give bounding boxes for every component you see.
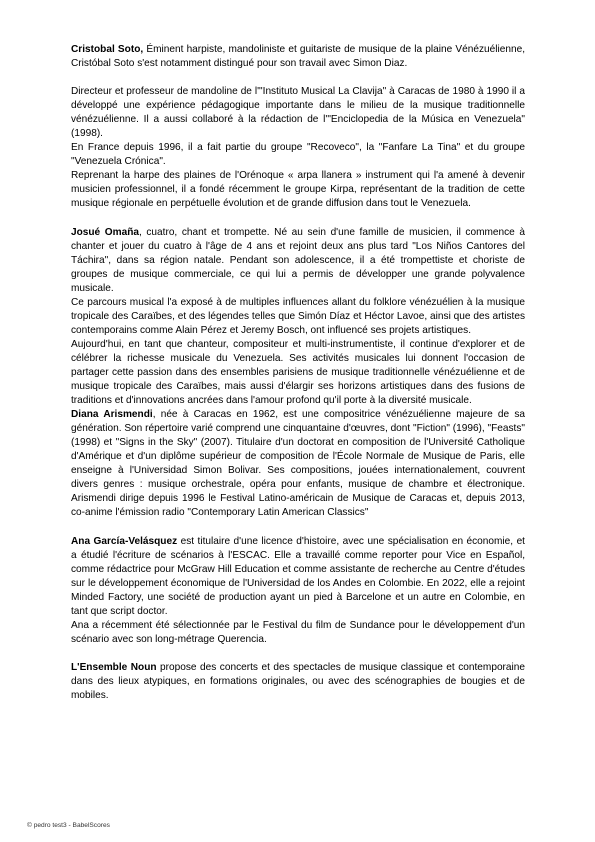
paragraph: Directeur et professeur de mandoline de l'"Instituto Musical La Clavija" à Caracas de 1980 à 1990 il a développé une expérience pédagogique importante dans le milieu de la musique traditionnelle vénézuélienne. Il a aussi collaboré à la rédaction de l'"Enciclopedia de la Música en Venezuela" (1998). <box>71 86 525 140</box>
paragraph-arismendi-intro: Diana Arismendi, née à Caracas en 1962, est une compositrice vénézuélienne majeure de sa génération. Son répertoire varié comprend une cinquantaine d'œuvres, dont "Fiction" (1996), "Feasts" (1998) et "Signs in the Sky" (2007). Titulaire d'un doctorat en composition de l'Université Catholique d'Amérique et d'un diplôme supérieur de composition de l'École Normale de Musique de Paris, elle enseigne à l'Universidad Simon Bolivar. Ses compositions, jouées internationalement, couvrent divers genres : musique orchestrale, opéra pour enfants, musique de chambre et électronique. Arismendi dirige depuis 1996 le Festival Latino-américain de Musique de Caracas et, depuis 2013, co-anime l'émission radio "Contemporary Latin American Classics" <box>71 409 525 519</box>
name-arismendi: Diana Arismendi <box>71 409 153 421</box>
paragraph: Reprenant la harpe des plaines de l'Orénoque « arpa llanera » instrument qui l'a amené à devenir musicien professionnel, il a fondé récemment le groupe Kirpa, représentant de la tradition de cette musique régionale en perpétuelle évolution et de grande diffusion dans tout le Venezuela. <box>71 170 525 210</box>
paragraph-garcia-intro: Ana García-Velásquez est titulaire d'une licence d'histoire, avec une spécialisation en économie, et a étudié l'écriture de scénarios à l'ESCAC. Elle a travaillé comme reporter pour Vice en Español, comme rédactrice pour McGraw Hill Education et comme assistante de recherche au Centre d'études sur le développement économique de l'Universidad de los Andes en Colombie. En 2022, elle a rejoint Minded Factory, une société de production ayant un pied à Barcelone et un autre en Colombie, en tant que script doctor. <box>71 535 525 617</box>
paragraph-noun-intro: L'Ensemble Noun propose des concerts et des spectacles de musique classique et contemporaine dans des lieux atypiques, en formations originales, ou avec des scénographies de bougies et de mobiles. <box>71 661 526 701</box>
name-noun: L'Ensemble Noun <box>71 661 157 673</box>
paragraph: Ce parcours musical l'a exposé à de multiples influences allant du folklore vénézuélien à la musique tropicale des Caraïbes, et des légendes telles que Simón Díaz et Héctor Lavoe, ainsi que des artistes contemporains comme Alain Pérez et Jeremy Bosch, ont influencé ses projets artistiques. <box>71 296 525 336</box>
name-omana: Josué Omaña <box>71 226 139 238</box>
name-soto: Cristobal Soto, <box>71 44 144 55</box>
paragraph: En France depuis 1996, il a fait partie du groupe "Recoveco", la "Fanfare La Tina" et du groupe "Venezuela Crónica". <box>71 142 525 168</box>
document-body <box>71 43 525 703</box>
name-garcia: Ana García-Velásquez <box>71 535 178 547</box>
paragraph: Aujourd'hui, en tant que chanteur, compositeur et multi-instrumentiste, il continue d'explorer et de célébrer la richesse musicale du Venezuela. Ses activités musicales lui donnent l'occasion de partager cette passion dans des ensembles parisiens de musique traditionnelle vénézuélienne et de musique tropicale des Caraïbes, mais aussi d'élargir ses horizons artistiques dans des fusions de traditions et d'innovations ancrées dans l'amour profond qu'il porte à la diversité musicale. <box>71 338 525 407</box>
paragraph-soto-intro: Cristobal Soto, Éminent harpiste, mandoliniste et guitariste de musique de la plaine Vénézuélienne, Cristóbal Soto s'est notamment distingué pour son travail avec Simon Diaz. <box>71 44 525 70</box>
page-footer: © pedro test3 - BabelScores <box>27 822 110 829</box>
paragraph: Ana a récemment été sélectionnée par le Festival du film de Sundance pour le développement d'un scénario avec son long-métrage Querencia. <box>71 619 525 645</box>
paragraph-omana-intro: Josué Omaña, cuatro, chant et trompette. Né au sein d'une famille de musicien, il commence à chanter et jouer du cuatro à l'âge de 4 ans et rejoint deux ans plus tard "Los Niños Cantores del Táchira", dans sa région natale. Pendant son adolescence, il a été trompettiste et choriste de groupes de musique commerciale, ce qui lui a permis de développer une grande polyvalence musicale. <box>71 226 525 294</box>
